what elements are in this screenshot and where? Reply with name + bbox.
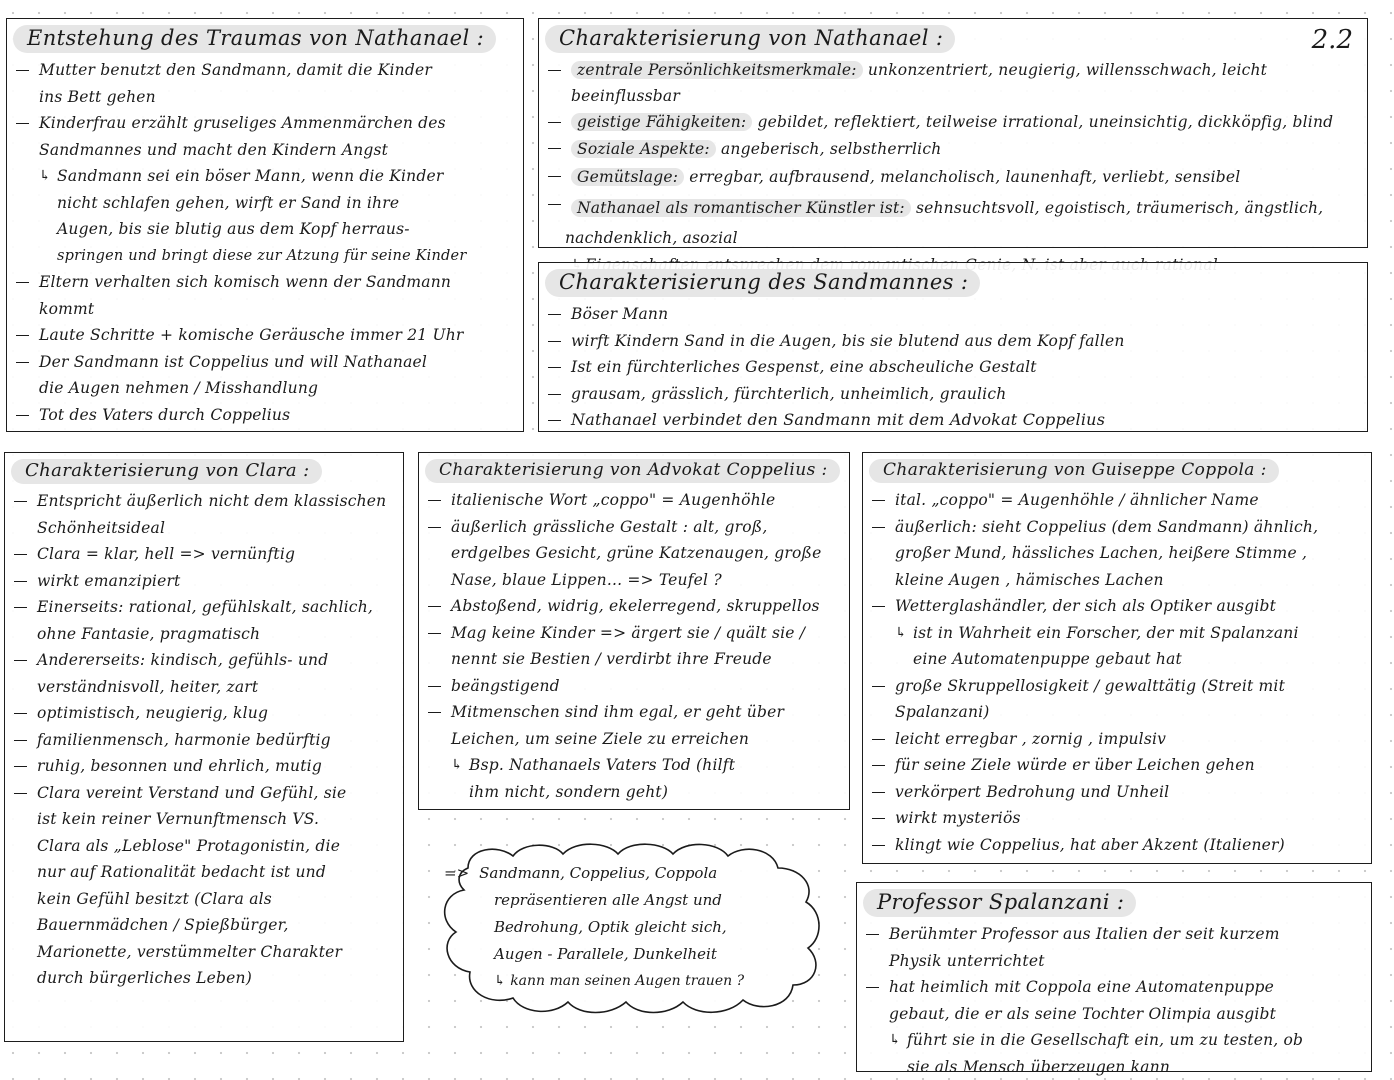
coppelius-box [418,452,850,810]
list-item: Clara als „Leblose" Protagonistin, die [37,836,341,855]
list-item: ruhig, besonnen und ehrlich, mutig [11,753,395,780]
summary-line: Augen - Parallele, Dunkelheit [494,945,717,963]
trait-label: zentrale Persönlichkeitsmerkmale: [571,61,863,79]
list-item: Andererseits: kindisch, gefühls- und [11,647,395,674]
trait-label: Nathanael als romantischer Künstler ist: [571,199,911,217]
list-item: Laute Schritte + komische Geräusche immer 21 Uhr [13,322,515,349]
spalanzani-list [863,921,1363,1080]
list-item: nennt sie Bestien / verdirbt ihre Freude [451,650,772,668]
list-item: Mitmenschen sind ihm egal, er geht über [425,699,841,726]
list-item: sie als Mensch überzeugen kann [907,1057,1171,1076]
list-item: kommt [39,299,95,318]
coppola-title: Charakterisierung von Guiseppe Coppola : [869,459,1279,483]
trauma-box [6,18,524,432]
list-item: ist kein reiner Vernunftmensch VS. [37,810,320,828]
coppelius-list [425,487,841,805]
list-item: nachdenklich, asozial [565,229,738,247]
list-item [545,191,1359,225]
list-item: Einerseits: rational, gefühlskalt, sachlich, [11,594,395,621]
list-item: Kinderfrau erzählt gruseliges Ammenmärchen des [13,110,515,137]
list-item: ↳ Sandmann sei ein böser Mann, wenn die Kinder [13,163,515,190]
list-item: wirft Kindern Sand in die Augen, bis sie blutend aus dem Kopf fallen [545,328,1359,355]
list-item [545,109,1359,135]
sandmann-list [545,301,1359,434]
summary-line [444,968,814,995]
list-item: leicht erregbar , zornig , impulsiv [869,726,1363,753]
trait-label: Gemütslage: [571,168,684,186]
list-item: kleine Augen , hämisches Lachen [895,570,1164,589]
list-item [545,135,1359,163]
list-item: Physik unterrichtet [889,951,1045,970]
trait-text: gebildet, reflektiert, teilweise irrational, uneinsichtig, dickköpfig, blind [757,113,1334,131]
list-item: ohne Fantasie, pragmatisch [37,624,261,643]
coppola-list [869,487,1363,858]
list-item: Berühmter Professor aus Italien der seit kurzem [863,921,1363,948]
spalanzani-box [856,882,1372,1076]
list-item: hat heimlich mit Coppola eine Automatenpuppe [863,974,1363,1001]
list-item: nicht schlafen gehen, wirft er Sand in ihre [57,193,400,212]
list-item: springen und bringt diese zur Atzung für seine Kinder [57,247,467,264]
list-item: Mutter benutzt den Sandmann, damit die Kinder [13,57,515,84]
list-item: klingt wie Coppelius, hat aber Akzent (Italiener) [869,832,1363,859]
list-item: familienmensch, harmonie bedürftig [11,727,395,754]
list-item: durch bürgerliches Leben) [37,969,252,987]
list-item: erdgelbes Gesicht, grüne Katzenaugen, große [451,544,822,562]
spalanzani-title: Professor Spalanzani : [863,889,1136,917]
summary-cloud [428,840,828,1018]
list-item: verkörpert Bedrohung und Unheil [869,779,1363,806]
list-item: Böser Mann [545,301,1359,328]
summary-line: Bedrohung, Optik gleicht sich, [494,918,727,936]
list-item [545,163,1359,191]
list-item: wirkt emanzipiert [11,568,395,595]
list-item: Augen, bis sie blutig aus dem Kopf herraus- [57,220,410,238]
summary-question: kann man seinen Augen trauen ? [510,973,745,989]
trait-text: angeberisch, selbstherrlich [720,140,942,158]
list-item: nur auf Rationalität bedacht ist und [37,863,326,881]
sandmann-title: Charakterisierung des Sandmannes : [545,269,980,297]
sandmann-box [538,262,1368,432]
list-item: ↳ Bsp. Nathanaels Vaters Tod (hilft [425,752,841,779]
trauma-title: Entstehung des Traumas von Nathanael : [13,25,496,53]
list-item: Abstoßend, widrig, ekelerregend, skruppellos [425,593,841,620]
trauma-list [13,57,515,428]
list-item: italienische Wort „coppo" = Augenhöhle [425,487,841,514]
coppola-box [862,452,1372,864]
list-item: äußerlich: sieht Coppelius (dem Sandmann) ähnlich, [869,514,1363,541]
clara-list [11,488,395,992]
list-item: Der Sandmann ist Coppelius und will Nathanael [13,349,515,376]
list-item: ihm nicht, sondern geht) [469,782,669,801]
list-item: beängstigend [425,673,841,700]
list-item: Entspricht äußerlich nicht dem klassischen [11,488,395,515]
list-item: Sandmannes und macht den Kindern Angst [39,140,389,159]
clara-title: Charakterisierung von Clara : [11,459,322,484]
list-item: kein Gefühl besitzt (Clara als [37,889,272,908]
list-item: wirkt mysteriös [869,805,1363,832]
list-item: Nase, blaue Lippen... => Teufel ? [451,570,722,589]
list-item: ↳ ist in Wahrheit ein Forscher, der mit Spalanzani [869,620,1363,647]
clara-box [4,452,404,1042]
trait-text: unkonzentriert, neugierig, willensschwach, leicht beeinflussbar [571,61,1268,105]
list-item: Ist ein fürchterliches Gespenst, eine abscheuliche Gestalt [545,354,1359,381]
list-item: Leichen, um seine Ziele zu erreichen [451,729,750,748]
list-item: für seine Ziele würde er über Leichen gehen [869,752,1363,779]
nathanael-title: Charakterisierung von Nathanael : [545,25,955,53]
list-item: Clara vereint Verstand und Gefühl, sie [11,780,395,807]
list-item: Nathanael verbindet den Sandmann mit dem Advokat Coppelius [545,407,1359,434]
list-item: die Augen nehmen / Misshandlung [39,379,319,397]
summary-line-text: Sandmann, Coppelius, Coppola [479,864,718,882]
summary-text [444,860,814,995]
list-item: gebaut, die er als seine Tochter Olimpia ausgibt [889,1004,1277,1023]
nathanael-box [538,18,1368,248]
nathanael-list [545,57,1359,278]
page-number: 2.2 [1311,25,1353,55]
trait-label: Soziale Aspekte: [571,140,716,158]
list-item: ↳ führt sie in die Gesellschaft ein, um zu testen, ob [863,1027,1363,1054]
list-item: eine Automatenpuppe gebaut hat [913,650,1182,668]
implies-arrow: => [444,864,470,882]
list-item: große Skruppellosigkeit / gewalttätig (Streit mit [869,673,1363,700]
list-item: ins Bett gehen [39,87,156,106]
coppelius-title: Charakterisierung von Advokat Coppelius : [425,459,840,483]
sub-arrow-icon: ↳ [494,973,506,989]
list-item: optimistisch, neugierig, klug [11,700,395,727]
list-item: großer Mund, hässliches Lachen, heißere Stimme , [895,544,1308,562]
list-item: Marionette, verstümmelter Charakter [37,942,343,961]
list-item: Mag keine Kinder => ärgert sie / quält sie / [425,620,841,647]
list-item: Clara = klar, hell => vernünftig [11,541,395,568]
list-item: grausam, grässlich, fürchterlich, unheimlich, graulich [545,381,1359,408]
list-item [545,57,1359,109]
list-item: Bauernmädchen / Spießbürger, [37,916,289,934]
summary-line: repräsentieren alle Angst und [494,891,722,909]
list-item: Eltern verhalten sich komisch wenn der Sandmann [13,269,515,296]
list-item: Schönheitsideal [37,518,166,537]
list-item: Spalanzani) [895,703,990,721]
list-item: verständnisvoll, heiter, zart [37,677,259,696]
trait-label: geistige Fähigkeiten: [571,113,752,131]
list-item: Tot des Vaters durch Coppelius [13,402,515,429]
list-item: Wetterglashändler, der sich als Optiker ausgibt [869,593,1363,620]
trait-text: sehnsuchtsvoll, egoistisch, träumerisch, ängstlich, [915,199,1324,217]
list-item: äußerlich grässliche Gestalt : alt, groß, [425,514,841,541]
summary-line [444,860,814,887]
trait-text: erregbar, aufbrausend, melancholisch, launenhaft, verliebt, sensibel [689,168,1241,186]
list-item: ital. „coppo" = Augenhöhle / ähnlicher Name [869,487,1363,514]
